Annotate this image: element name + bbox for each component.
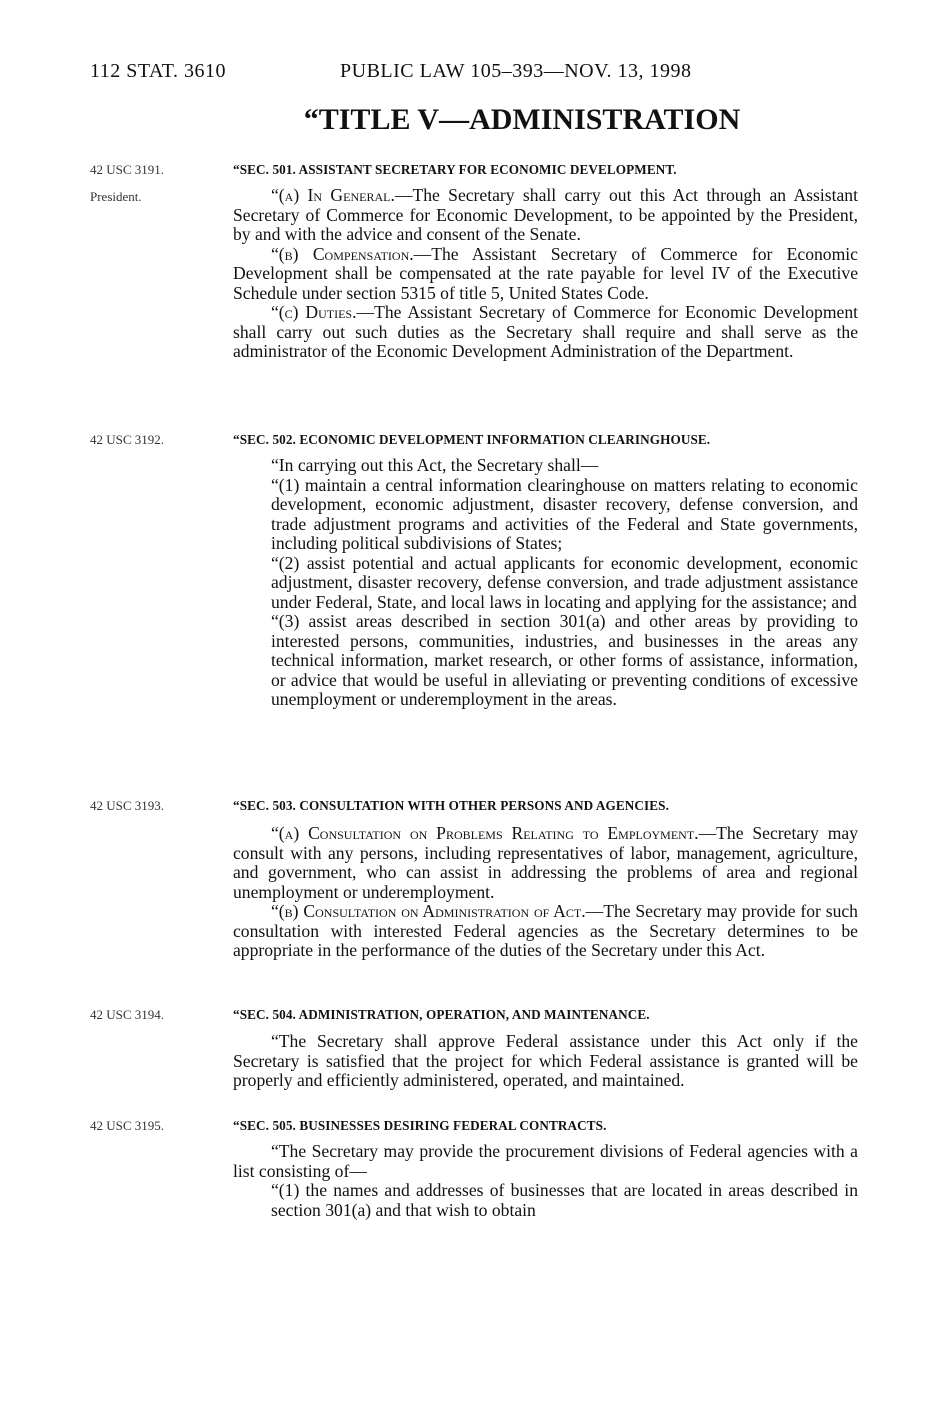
section-503-body xyxy=(233,824,858,961)
section-502-body xyxy=(233,456,858,710)
subsection-label: “(b) Compensation. xyxy=(271,243,414,264)
subsection-text: —The Assistant Secretary of Commerce for Economic Development shall be compensated at the rate payable for level IV of the Executive Schedule under section 5315 of title 5, United States Code. xyxy=(233,243,858,303)
section-502-paragraph-1: “(1) maintain a central information clearinghouse on matters relating to economic development, economic adjustment, disaster recovery, defense conversion, and trade adjustment programs and activities of the Federal and State governments, including political subdivisions of States; xyxy=(271,474,858,553)
section-505-paragraph-1: “(1) the names and addresses of businesses that are located in areas described in section 301(a) and that wish to obtain xyxy=(271,1180,858,1220)
section-502-intro: “In carrying out this Act, the Secretary shall— xyxy=(271,455,599,475)
section-501-c xyxy=(233,303,858,362)
section-504-body xyxy=(233,1032,858,1091)
section-502-paragraph-3: “(3) assist areas described in section 301(a) and other areas by providing to interested persons, communities, industries, and businesses in the areas any technical information, market research, or other forms of assistance, information, or advice that would be useful in alleviating or preventing conditions of excessive unemployment or underemployment in the areas. xyxy=(271,611,858,709)
section-505-heading: “SEC. 505. BUSINESSES DESIRING FEDERAL CONTRACTS. xyxy=(233,1118,607,1133)
section-501-b xyxy=(233,245,858,304)
margin-note-usc-3195: 42 USC 3195. xyxy=(90,1118,165,1133)
section-504-heading: “SEC. 504. ADMINISTRATION, OPERATION, AND MAINTENANCE. xyxy=(233,1007,650,1022)
margin-note-usc-3193: 42 USC 3193. xyxy=(90,798,165,813)
subsection-text: —The Secretary may consult with any persons, including representatives of labor, management, agriculture, and government, who can assist in addressing the problems of area and regional unemployment or underemployment. xyxy=(233,823,858,902)
section-501-a xyxy=(233,186,858,245)
margin-note-president: President. xyxy=(90,189,142,204)
subsection-label: “(c) Duties. xyxy=(271,302,357,322)
section-503-b xyxy=(233,902,858,961)
section-505-intro: “The Secretary may provide the procurement divisions of Federal agencies with a list consisting of— xyxy=(233,1141,858,1181)
section-501-heading: “SEC. 501. ASSISTANT SECRETARY FOR ECONOMIC DEVELOPMENT. xyxy=(233,162,677,177)
margin-note-usc-3192: 42 USC 3192. xyxy=(90,432,165,447)
section-503-heading: “SEC. 503. CONSULTATION WITH OTHER PERSONS AND AGENCIES. xyxy=(233,798,670,813)
subsection-label: “(b) Consultation on Administration of Act. xyxy=(271,901,586,921)
section-502-paragraph-2: “(2) assist potential and actual applicants for economic development, economic adjustment, disaster recovery, defense conversion, and trade adjustment assistance under Federal, State, and local laws in locating and applying for the assistance; and xyxy=(271,552,858,612)
subsection-label: “(a) Consultation on Problems Relating to Employment. xyxy=(271,823,699,843)
title-heading xyxy=(0,103,949,137)
subsection-text: —The Secretary shall carry out this Act through an Assistant Secretary of Commerce for Economic Development, to be appointed by the President, by and with the advice and consent of the Senate. xyxy=(233,185,858,244)
subsection-text: —The Secretary may provide for such consultation with interested Federal agencies as the Secretary determines to be appropriate in the performance of the duties of the Secretary under this Act. xyxy=(233,901,858,960)
margin-note-usc-3191: 42 USC 3191. xyxy=(90,162,165,177)
section-501-body xyxy=(233,186,858,362)
subsection-text: —The Assistant Secretary of Commerce for Economic Development shall carry out such duties as the Secretary shall require and shall serve as the administrator of the Economic Development Administration of the Department. xyxy=(233,302,859,361)
section-502-heading: “SEC. 502. ECONOMIC DEVELOPMENT INFORMATION CLEARINGHOUSE. xyxy=(233,432,711,447)
title-text: “TITLE V—ADMINISTRATION xyxy=(303,103,741,136)
public-law-header: PUBLIC LAW 105–393—NOV. 13, 1998 xyxy=(340,60,692,82)
section-504-text: “The Secretary shall approve Federal assistance under this Act only if the Secretary is satisfied that the project for which Federal assistance is granted will be properly and efficiently administered, operated, and maintained. xyxy=(233,1031,858,1090)
section-503-a xyxy=(233,824,858,902)
statute-page-number: 112 STAT. 3610 xyxy=(90,60,226,82)
section-505-body xyxy=(233,1142,858,1220)
subsection-label: “(a) In General. xyxy=(271,185,395,205)
margin-note-usc-3194: 42 USC 3194. xyxy=(90,1007,165,1022)
